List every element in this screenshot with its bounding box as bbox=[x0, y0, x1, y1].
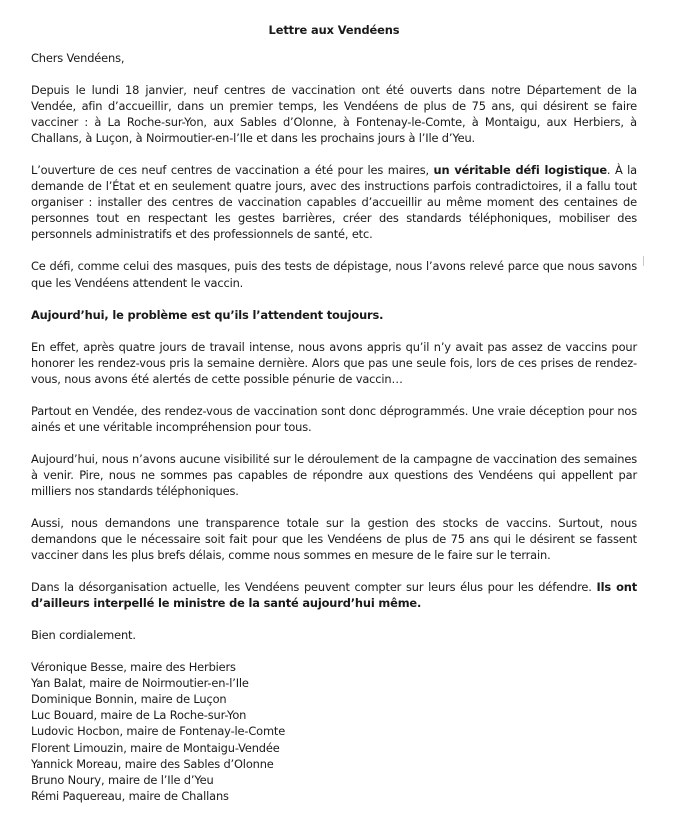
paragraph-no-visibility: Aujourd’hui, nous n’avons aucune visibilité sur le déroulement de la campagne de vaccination des semaines à venir. Pire, nous ne sommes pas capables de répondre aux questions des Vendéens qui appellent par milliers nos standards téléphoniques. bbox=[31, 451, 637, 498]
paragraph-text: . À la demande de l’État et en seulement quatre jours, avec des instructions parfois contradictoires, il a fallu tout organiser : installer des centres de vaccination capables d’accueillir au même moment des centaines de personnes tout en respectant les gestes barrières, créer des standards téléphoniques, mobiliser des personnels administratifs et des professionnels de santé, etc. bbox=[31, 163, 637, 242]
letter-page bbox=[31, 22, 637, 804]
signatory: Bruno Noury, maire de l’Ile d’Yeu bbox=[31, 772, 214, 787]
signatory: Rémi Paquereau, maire de Challans bbox=[31, 788, 229, 803]
paragraph-demands: Aussi, nous demandons une transparence totale sur la gestion des stocks de vaccins. Surtout, nous demandons que le nécessaire soit fait pour que les Vendéens de plus de 75 ans qui le désirent se fassent vacciner dans les plus brefs délais, comme nous sommes en mesure de le faire sur le terrain. bbox=[31, 515, 637, 563]
signatory: Dominique Bonnin, maire de Luçon bbox=[31, 692, 227, 707]
salutation: Chers Vendéens, bbox=[31, 51, 125, 65]
signatories-list bbox=[31, 659, 637, 803]
margin-mark bbox=[643, 256, 644, 266]
emphasis-text: un véritable défi logistique bbox=[433, 163, 607, 178]
paragraph-text: Dans la désorganisation actuelle, les Vendéens peuvent compter sur leurs élus pour les défendre. bbox=[31, 580, 597, 595]
emphasis-text: Ils ont d’ailleurs interpellé le ministre de la santé aujourd’hui même. bbox=[31, 580, 638, 611]
signatory: Véronique Besse, maire des Herbiers bbox=[31, 660, 236, 675]
signatory: Yannick Moreau, maire des Sables d’Olonne bbox=[31, 756, 274, 771]
signatory: Florent Limouzin, maire de Montaigu-Vendée bbox=[31, 740, 280, 755]
paragraph-cancelled-appointments: Partout en Vendée, des rendez-vous de vaccination sont donc déprogrammés. Une vraie déception pour nos ainés et une véritable incompréhension pour tous. bbox=[31, 403, 637, 434]
emphasis-text: Aujourd’hui, le problème est qu’ils l’attendent toujours. bbox=[31, 307, 384, 322]
paragraph-vaccine-shortage: En effet, après quatre jours de travail intense, nous avons appris qu’il n’y avait pas assez de vaccins pour honorer les rendez-vous pris la semaine dernière. Alors que pas une seule fois, lors de ces prises de rendez-vous, nous avons été alertés de cette possible pénurie de vaccin… bbox=[31, 339, 637, 386]
paragraph-logistics-challenge bbox=[31, 162, 637, 242]
paragraph-problem-statement bbox=[31, 307, 637, 323]
paragraph-challenge-met: Ce défi, comme celui des masques, puis des tests de dépistage, nous l’avons relevé parce que nous savons que les Vendéens attendent le vaccin. bbox=[31, 259, 637, 290]
paragraph-text: L’ouverture de ces neuf centres de vaccination a été pour les maires, bbox=[31, 163, 434, 178]
letter-title: Lettre aux Vendéens bbox=[268, 23, 400, 37]
closing-line: Bien cordialement. bbox=[31, 628, 136, 643]
paragraph-vaccination-centers: Depuis le lundi 18 janvier, neuf centres de vaccination ont été ouverts dans notre Département de la Vendée, afin d’accueillir, dans un premier temps, les Vendéens de plus de 75 ans, qui désirent se faire vacciner : à La Roche-sur-Yon, aux Sables d’Olonne, à Fontenay-le-Comte, à Montaigu, aux Herbiers, à Challans, à Luçon, à Noirmoutier-en-l’Ile et dans les prochains jours à l’Ile d’Yeu. bbox=[31, 83, 637, 146]
signatory: Yan Balat, maire de Noirmoutier-en-l’Ile bbox=[31, 676, 249, 691]
signatory: Luc Bouard, maire de La Roche-sur-Yon bbox=[31, 708, 247, 723]
paragraph-elected-officials bbox=[31, 579, 637, 611]
signatory: Ludovic Hocbon, maire de Fontenay-le-Comte bbox=[31, 724, 286, 739]
